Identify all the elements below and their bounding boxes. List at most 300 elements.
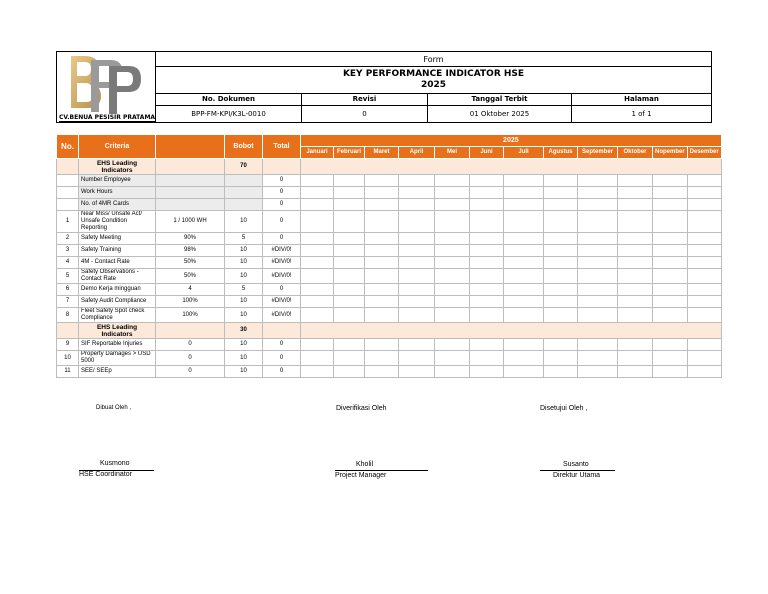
- row-bobot: 10: [225, 339, 263, 351]
- month-cell[interactable]: [653, 308, 688, 323]
- row-bobot: 5: [225, 284, 263, 296]
- month-cell[interactable]: [504, 339, 544, 351]
- row-total: 0: [263, 366, 301, 378]
- verified-by-label: Diverifikasi Oleh: [336, 405, 387, 412]
- month-cell[interactable]: [470, 351, 504, 366]
- row-no: 9: [57, 339, 79, 351]
- company-logo-cell: [57, 52, 156, 123]
- month-cell[interactable]: [618, 233, 653, 245]
- month-cell[interactable]: [578, 269, 618, 284]
- table-row: [57, 366, 722, 378]
- month-cell[interactable]: [653, 257, 688, 269]
- made-by-label: Dibuat Oleh ,: [96, 405, 132, 411]
- section-bobot: 30: [225, 323, 263, 339]
- month-cell[interactable]: [618, 351, 653, 366]
- col-revision: Revisi: [302, 93, 428, 105]
- row-criteria: Demo Kerja mingguan: [79, 284, 156, 296]
- month-cell[interactable]: [435, 245, 470, 257]
- month-cell[interactable]: [399, 339, 435, 351]
- month-cell[interactable]: [365, 269, 399, 284]
- row-criteria: SEE/ SEEp: [79, 366, 156, 378]
- signer-role-2: Project Manager: [335, 472, 387, 479]
- section-total: [263, 323, 301, 339]
- month-cell[interactable]: [399, 175, 435, 187]
- month-cell[interactable]: [544, 284, 578, 296]
- month-cell[interactable]: [578, 199, 618, 211]
- row-bobot: 10: [225, 308, 263, 323]
- month-cell[interactable]: [334, 187, 365, 199]
- month-cell[interactable]: [435, 175, 470, 187]
- section-target: [156, 323, 225, 339]
- row-target: [156, 199, 225, 211]
- table-row: [57, 269, 722, 284]
- month-cell[interactable]: [544, 339, 578, 351]
- month-cell[interactable]: [504, 245, 544, 257]
- month-cell[interactable]: [301, 351, 334, 366]
- section-target: [156, 159, 225, 175]
- row-target: 90%: [156, 233, 225, 245]
- month-cell[interactable]: [618, 175, 653, 187]
- row-total: 0: [263, 351, 301, 366]
- month-cell[interactable]: [365, 175, 399, 187]
- month-cell[interactable]: [301, 175, 334, 187]
- section-spacer: [301, 159, 722, 175]
- month-cell[interactable]: [365, 284, 399, 296]
- month-cell[interactable]: [618, 284, 653, 296]
- section-spacer: [301, 323, 722, 339]
- month-cell[interactable]: [435, 257, 470, 269]
- row-total: 0: [263, 339, 301, 351]
- month-cell[interactable]: [578, 175, 618, 187]
- row-no: 4: [57, 257, 79, 269]
- month-cell[interactable]: [365, 366, 399, 378]
- document-title: [156, 67, 712, 94]
- month-cell[interactable]: [653, 296, 688, 308]
- month-cell[interactable]: [687, 296, 721, 308]
- month-cell[interactable]: [504, 308, 544, 323]
- month-cell[interactable]: [334, 269, 365, 284]
- table-row: [57, 339, 722, 351]
- year-header: 2025: [301, 135, 722, 147]
- month-cell[interactable]: [365, 339, 399, 351]
- month-cell[interactable]: [334, 339, 365, 351]
- month-cell[interactable]: [334, 233, 365, 245]
- table-row: [57, 257, 722, 269]
- company-name: CV.BENUA PESISIR PRATAMA: [59, 114, 156, 121]
- issue-date-value: 01 Oktober 2025: [428, 105, 572, 122]
- table-row: [57, 211, 722, 233]
- month-cell[interactable]: [618, 199, 653, 211]
- month-cell[interactable]: [365, 199, 399, 211]
- month-cell[interactable]: [578, 233, 618, 245]
- row-criteria: Fleet Safety Spot check Compliance: [79, 308, 156, 323]
- row-target: 0: [156, 351, 225, 366]
- month-cell[interactable]: [544, 308, 578, 323]
- month-cell[interactable]: [504, 296, 544, 308]
- month-cell[interactable]: [618, 296, 653, 308]
- month-cell[interactable]: [653, 366, 688, 378]
- row-target: 1 / 1000 WH: [156, 211, 225, 233]
- row-no: 11: [57, 366, 79, 378]
- month-cell[interactable]: [470, 269, 504, 284]
- month-cell[interactable]: [578, 284, 618, 296]
- month-cell[interactable]: [618, 245, 653, 257]
- section-no: [57, 159, 79, 175]
- month-cell[interactable]: [544, 296, 578, 308]
- month-cell[interactable]: [618, 187, 653, 199]
- month-cell[interactable]: [435, 211, 470, 233]
- sub-row: [57, 199, 722, 211]
- row-target: 50%: [156, 269, 225, 284]
- month-cell[interactable]: [399, 187, 435, 199]
- row-criteria: Number Employee: [79, 175, 156, 187]
- month-cell[interactable]: [301, 296, 334, 308]
- month-cell[interactable]: [334, 175, 365, 187]
- month-cell[interactable]: [504, 284, 544, 296]
- row-total: 0: [263, 284, 301, 296]
- row-no: 6: [57, 284, 79, 296]
- month-cell[interactable]: [365, 233, 399, 245]
- month-cell[interactable]: [544, 199, 578, 211]
- month-cell[interactable]: [470, 308, 504, 323]
- month-cell[interactable]: [334, 211, 365, 233]
- month-cell[interactable]: [618, 211, 653, 233]
- month-cell[interactable]: [504, 269, 544, 284]
- month-cell[interactable]: [435, 308, 470, 323]
- month-cell[interactable]: [653, 339, 688, 351]
- signer-name-1: Kusmono: [100, 460, 130, 467]
- month-cell[interactable]: [435, 284, 470, 296]
- doc-number-value: BPP-FM-KPI/K3L-0010: [156, 105, 302, 122]
- month-cell[interactable]: [504, 211, 544, 233]
- month-cell[interactable]: [301, 187, 334, 199]
- col-criteria-header: Criteria: [79, 135, 156, 159]
- row-total: #DIV/0!: [263, 257, 301, 269]
- month-cell[interactable]: [504, 257, 544, 269]
- row-bobot: [225, 199, 263, 211]
- row-no: 7: [57, 296, 79, 308]
- row-no: 5: [57, 269, 79, 284]
- month-cell[interactable]: [435, 296, 470, 308]
- month-cell[interactable]: [399, 233, 435, 245]
- month-cell[interactable]: [504, 175, 544, 187]
- row-no: 10: [57, 351, 79, 366]
- month-cell[interactable]: [653, 199, 688, 211]
- row-criteria: Work Hours: [79, 187, 156, 199]
- month-cell[interactable]: [578, 308, 618, 323]
- row-bobot: 10: [225, 257, 263, 269]
- month-cell[interactable]: [399, 211, 435, 233]
- section-bobot: 70: [225, 159, 263, 175]
- signer-role-1: HSE Coordinator: [79, 471, 132, 478]
- month-cell[interactable]: [470, 211, 504, 233]
- month-cell[interactable]: [687, 199, 721, 211]
- signer-name-2: Kholil: [356, 461, 374, 468]
- month-cell[interactable]: [687, 269, 721, 284]
- month-cell[interactable]: [687, 366, 721, 378]
- month-cell[interactable]: [399, 269, 435, 284]
- row-bobot: 10: [225, 296, 263, 308]
- month-cell[interactable]: [544, 351, 578, 366]
- month-cell[interactable]: [504, 187, 544, 199]
- table-row: [57, 245, 722, 257]
- sub-row: [57, 187, 722, 199]
- row-bobot: 10: [225, 211, 263, 233]
- row-no: 1: [57, 211, 79, 233]
- section-no: [57, 323, 79, 339]
- month-cell[interactable]: [687, 339, 721, 351]
- month-cell[interactable]: [687, 175, 721, 187]
- month-cell[interactable]: [301, 366, 334, 378]
- month-cell[interactable]: [399, 351, 435, 366]
- month-cell[interactable]: [653, 269, 688, 284]
- month-cell[interactable]: [618, 366, 653, 378]
- month-cell[interactable]: [470, 233, 504, 245]
- row-target: 0: [156, 339, 225, 351]
- month-cell[interactable]: [334, 257, 365, 269]
- month-cell[interactable]: [301, 308, 334, 323]
- month-cell[interactable]: [435, 199, 470, 211]
- month-cell[interactable]: [334, 351, 365, 366]
- row-criteria: Property Damages > USD 5000: [79, 351, 156, 366]
- col-total-header: Total: [263, 135, 301, 159]
- month-cell[interactable]: [435, 351, 470, 366]
- month-cell[interactable]: [435, 339, 470, 351]
- document-header: [56, 51, 712, 123]
- row-no: [57, 175, 79, 187]
- month-cell[interactable]: [618, 339, 653, 351]
- month-cell[interactable]: [618, 257, 653, 269]
- row-target: 0: [156, 366, 225, 378]
- row-bobot: 10: [225, 366, 263, 378]
- row-total: #DIV/0!: [263, 296, 301, 308]
- col-issue-date: Tanggal Terbit: [428, 93, 572, 105]
- month-cell[interactable]: [399, 366, 435, 378]
- month-cell[interactable]: [334, 199, 365, 211]
- col-bobot-header: Bobot: [225, 135, 263, 159]
- row-target: 100%: [156, 296, 225, 308]
- row-target: 98%: [156, 245, 225, 257]
- month-cell[interactable]: [334, 296, 365, 308]
- month-cell[interactable]: [470, 187, 504, 199]
- month-cell[interactable]: [653, 233, 688, 245]
- month-cell[interactable]: [504, 366, 544, 378]
- row-no: 2: [57, 233, 79, 245]
- table-header-row: [57, 135, 722, 147]
- month-cell[interactable]: [399, 257, 435, 269]
- month-cell[interactable]: [399, 199, 435, 211]
- month-cell[interactable]: [435, 187, 470, 199]
- month-cell[interactable]: [365, 187, 399, 199]
- month-cell[interactable]: [470, 199, 504, 211]
- month-cell[interactable]: [470, 366, 504, 378]
- revision-value: 0: [302, 105, 428, 122]
- month-cell[interactable]: [504, 199, 544, 211]
- month-header-1: Februari: [334, 147, 365, 159]
- month-cell[interactable]: [618, 308, 653, 323]
- month-cell[interactable]: [470, 296, 504, 308]
- sub-row: [57, 175, 722, 187]
- month-cell[interactable]: [365, 308, 399, 323]
- month-cell[interactable]: [301, 199, 334, 211]
- month-cell[interactable]: [544, 257, 578, 269]
- month-cell[interactable]: [544, 187, 578, 199]
- month-cell[interactable]: [301, 284, 334, 296]
- month-cell[interactable]: [435, 269, 470, 284]
- row-total: 0: [263, 199, 301, 211]
- table-row: [57, 351, 722, 366]
- month-cell[interactable]: [544, 269, 578, 284]
- row-criteria: No. of 4MR Cards: [79, 199, 156, 211]
- month-cell[interactable]: [301, 257, 334, 269]
- month-cell[interactable]: [301, 339, 334, 351]
- col-no-header: No.: [57, 135, 79, 159]
- col-target-header: [156, 135, 225, 159]
- month-cell[interactable]: [578, 296, 618, 308]
- month-header-6: Juli: [504, 147, 544, 159]
- month-cell[interactable]: [365, 245, 399, 257]
- row-criteria: Safety Observations - Contact Rate: [79, 269, 156, 284]
- section-row: [57, 323, 722, 339]
- table-row: [57, 233, 722, 245]
- month-cell[interactable]: [578, 339, 618, 351]
- row-target: [156, 175, 225, 187]
- month-cell[interactable]: [687, 257, 721, 269]
- month-cell[interactable]: [470, 175, 504, 187]
- month-cell[interactable]: [687, 351, 721, 366]
- row-bobot: [225, 187, 263, 199]
- row-total: 0: [263, 187, 301, 199]
- title-line-2: 2025: [420, 79, 447, 90]
- month-cell[interactable]: [687, 187, 721, 199]
- company-logo: [57, 52, 155, 122]
- month-cell[interactable]: [470, 245, 504, 257]
- row-target: 50%: [156, 257, 225, 269]
- month-cell[interactable]: [687, 245, 721, 257]
- month-header-7: Agustus: [544, 147, 578, 159]
- month-header-0: Januari: [301, 147, 334, 159]
- month-cell[interactable]: [687, 211, 721, 233]
- month-header-2: Maret: [365, 147, 399, 159]
- month-cell[interactable]: [578, 366, 618, 378]
- row-no: [57, 187, 79, 199]
- row-total: #DIV/0!: [263, 245, 301, 257]
- month-cell[interactable]: [504, 233, 544, 245]
- row-bobot: 5: [225, 233, 263, 245]
- row-criteria: Safety Training: [79, 245, 156, 257]
- month-cell[interactable]: [435, 233, 470, 245]
- row-total: 0: [263, 175, 301, 187]
- month-cell[interactable]: [544, 175, 578, 187]
- month-cell[interactable]: [301, 233, 334, 245]
- month-cell[interactable]: [365, 211, 399, 233]
- month-cell[interactable]: [334, 366, 365, 378]
- table-row: [57, 308, 722, 323]
- month-cell[interactable]: [365, 257, 399, 269]
- month-cell[interactable]: [578, 245, 618, 257]
- month-header-9: Oktober: [618, 147, 653, 159]
- month-cell[interactable]: [578, 211, 618, 233]
- signature-line-3: [540, 470, 615, 471]
- row-criteria: 4M - Contact Rate: [79, 257, 156, 269]
- table-row: [57, 284, 722, 296]
- row-criteria: Safety Meeting: [79, 233, 156, 245]
- month-header-4: Mei: [435, 147, 470, 159]
- month-cell[interactable]: [399, 245, 435, 257]
- row-total: 0: [263, 233, 301, 245]
- month-cell[interactable]: [578, 257, 618, 269]
- month-cell[interactable]: [544, 211, 578, 233]
- signer-name-3: Susanto: [563, 461, 589, 468]
- section-label: EHS Leading Indicators: [79, 323, 156, 339]
- month-cell[interactable]: [578, 187, 618, 199]
- month-cell[interactable]: [653, 351, 688, 366]
- month-cell[interactable]: [301, 211, 334, 233]
- month-cell[interactable]: [653, 211, 688, 233]
- month-cell[interactable]: [504, 351, 544, 366]
- title-line-1: KEY PERFORMANCE INDICATOR HSE: [342, 68, 525, 79]
- row-total: 0: [263, 211, 301, 233]
- month-cell[interactable]: [334, 308, 365, 323]
- month-cell[interactable]: [687, 284, 721, 296]
- month-cell[interactable]: [365, 296, 399, 308]
- row-bobot: [225, 175, 263, 187]
- kpi-table: [56, 134, 722, 378]
- month-cell[interactable]: [653, 175, 688, 187]
- month-cell[interactable]: [653, 284, 688, 296]
- section-row: [57, 159, 722, 175]
- month-cell[interactable]: [399, 308, 435, 323]
- signer-role-3: Direktur Utama: [553, 472, 601, 479]
- month-cell[interactable]: [544, 245, 578, 257]
- section-total: [263, 159, 301, 175]
- month-cell[interactable]: [334, 245, 365, 257]
- col-page: Halaman: [572, 93, 712, 105]
- approved-by-label: Disetujui Oleh ,: [540, 405, 588, 412]
- month-cell[interactable]: [544, 366, 578, 378]
- month-cell[interactable]: [301, 245, 334, 257]
- row-total: #DIV/0!: [263, 269, 301, 284]
- month-cell[interactable]: [653, 187, 688, 199]
- row-criteria: Near Miss/ Unsafe Act/ Unsafe Condition Reporting: [79, 211, 156, 233]
- form-label: Form: [156, 52, 712, 67]
- section-label: EHS Leading Indicators: [79, 159, 156, 175]
- month-cell[interactable]: [470, 284, 504, 296]
- row-criteria: SIF Reportable Injuries: [79, 339, 156, 351]
- month-header-5: Juni: [470, 147, 504, 159]
- month-cell[interactable]: [687, 233, 721, 245]
- month-header-11: Desember: [687, 147, 721, 159]
- month-cell[interactable]: [334, 284, 365, 296]
- month-cell[interactable]: [470, 257, 504, 269]
- month-cell[interactable]: [578, 351, 618, 366]
- month-cell[interactable]: [470, 339, 504, 351]
- month-cell[interactable]: [687, 308, 721, 323]
- month-cell[interactable]: [399, 284, 435, 296]
- month-cell[interactable]: [618, 269, 653, 284]
- month-cell[interactable]: [399, 296, 435, 308]
- month-cell[interactable]: [544, 233, 578, 245]
- month-cell[interactable]: [653, 245, 688, 257]
- month-cell[interactable]: [435, 366, 470, 378]
- row-bobot: 10: [225, 351, 263, 366]
- row-bobot: 10: [225, 269, 263, 284]
- month-cell[interactable]: [301, 269, 334, 284]
- month-header-10: Nopember: [653, 147, 688, 159]
- row-criteria: Safety Audit Compliance: [79, 296, 156, 308]
- month-header-8: September: [578, 147, 618, 159]
- month-cell[interactable]: [365, 351, 399, 366]
